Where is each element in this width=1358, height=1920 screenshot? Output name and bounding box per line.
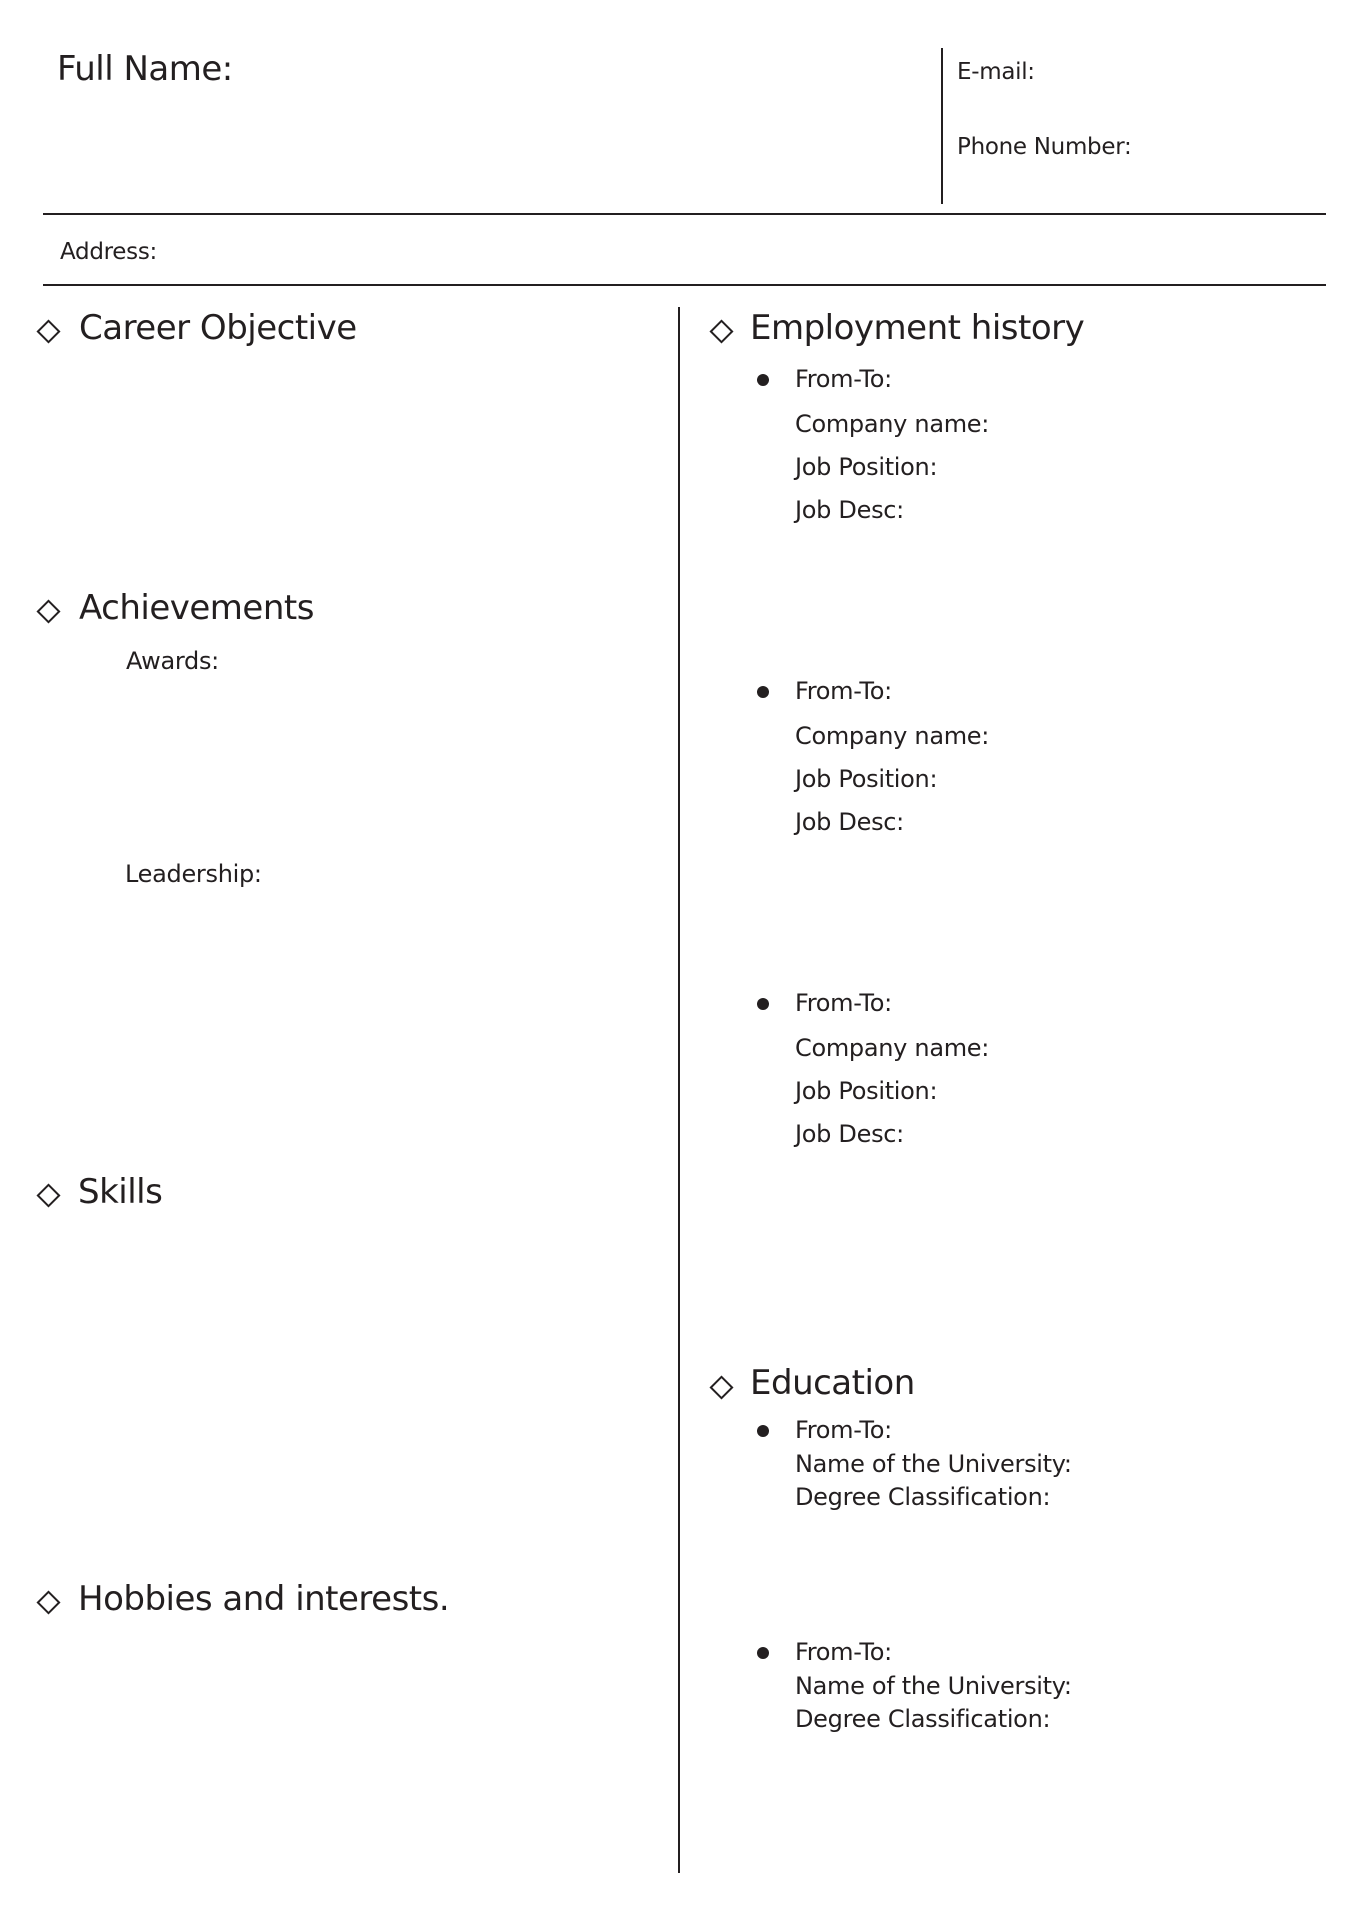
address-label: Address:: [60, 239, 157, 265]
bullet-icon: [757, 998, 769, 1010]
job-desc-label: Job Desc:: [795, 1120, 904, 1148]
from-to-label: From-To:: [795, 989, 892, 1017]
from-to-label: From-To:: [795, 677, 892, 705]
job-desc-label: Job Desc:: [795, 808, 904, 836]
from-to-label: From-To:: [795, 1638, 892, 1666]
awards-label: Awards:: [126, 647, 219, 675]
diamond-icon: [709, 319, 733, 343]
section-title: Achievements: [79, 588, 314, 628]
section-title: Hobbies and interests.: [78, 1579, 450, 1619]
bullet-icon: [757, 1425, 769, 1437]
university-label: Name of the University:: [795, 1450, 1072, 1478]
bullet-icon: [757, 1647, 769, 1659]
section-title: Career Objective: [79, 308, 357, 348]
full-name-label: Full Name:: [57, 49, 233, 89]
university-label: Name of the University:: [795, 1672, 1072, 1700]
job-position-label: Job Position:: [795, 765, 938, 793]
from-to-label: From-To:: [795, 365, 892, 393]
job-position-label: Job Position:: [795, 1077, 938, 1105]
header-divider-bottom: [43, 284, 1326, 286]
from-to-label: From-To:: [795, 1416, 892, 1444]
phone-label: Phone Number:: [957, 134, 1132, 160]
company-name-label: Company name:: [795, 722, 990, 750]
bullet-icon: [757, 374, 769, 386]
company-name-label: Company name:: [795, 410, 990, 438]
leadership-label: Leadership:: [125, 860, 262, 888]
job-desc-label: Job Desc:: [795, 496, 904, 524]
diamond-icon: [36, 1590, 60, 1614]
header-vertical-divider: [941, 48, 943, 204]
email-label: E-mail:: [957, 59, 1035, 85]
diamond-icon: [36, 319, 60, 343]
column-divider: [678, 307, 680, 1873]
section-title: Employment history: [750, 308, 1085, 348]
header-divider-top: [43, 213, 1326, 215]
job-position-label: Job Position:: [795, 453, 938, 481]
bullet-icon: [757, 686, 769, 698]
diamond-icon: [709, 1375, 733, 1399]
degree-label: Degree Classification:: [795, 1705, 1051, 1733]
degree-label: Degree Classification:: [795, 1483, 1051, 1511]
diamond-icon: [36, 1183, 60, 1207]
diamond-icon: [36, 599, 60, 623]
company-name-label: Company name:: [795, 1034, 990, 1062]
section-title: Education: [750, 1363, 915, 1403]
section-title: Skills: [78, 1172, 163, 1212]
